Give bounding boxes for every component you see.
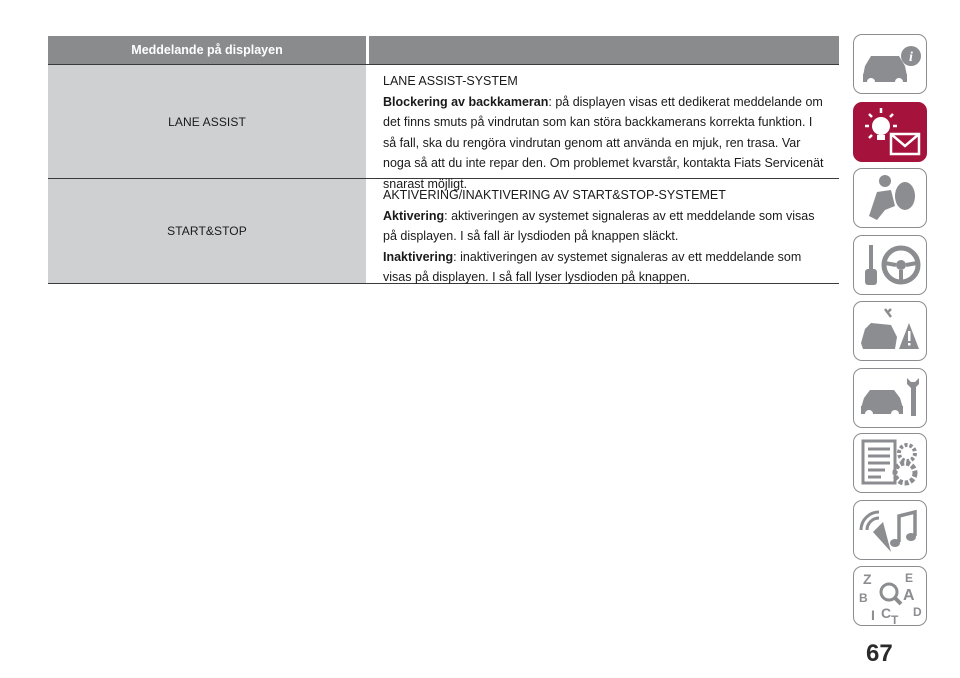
table-header [48, 36, 839, 64]
message-label: LANE ASSIST [48, 65, 366, 178]
tab-safety[interactable] [853, 168, 927, 228]
index-letter: D [913, 605, 922, 619]
tab-index[interactable] [853, 566, 927, 626]
alphabetical-index-icon [855, 568, 925, 624]
header-description-column [369, 36, 839, 64]
table-row [48, 178, 839, 284]
checklist-gears-icon [855, 435, 925, 491]
warning-light-message-icon [855, 104, 925, 160]
tab-multimedia[interactable] [853, 500, 927, 560]
section-title: AKTIVERING/INAKTIVERING AV START&STOP-SYSTEMET [383, 188, 726, 202]
bold-term: Inaktivering [383, 249, 454, 264]
index-letter: E [905, 571, 914, 585]
tab-warning-lights[interactable] [853, 102, 927, 162]
index-letter: Z [863, 571, 872, 587]
description-text: : på displayen visas ett dedikerat meddelande om det finns smuts på vindrutan som kan störa backkamerans korrekta funktion. I så fall, ska du rengöra vindrutan genom att använda en mjuk, ren trasa. Var noga så att du inte repar den. Om problemet kvarstår, kontakta Fiats Servicenät snarast möjligt. [383, 94, 824, 191]
key-steering-wheel-icon [855, 237, 925, 293]
message-label: START&STOP [48, 179, 366, 283]
index-letter: C [881, 605, 892, 621]
section-title: LANE ASSIST-SYSTEM [383, 74, 518, 88]
index-letter: I [871, 607, 875, 623]
tab-starting-driving[interactable] [853, 235, 927, 295]
seat-airbag-icon [855, 170, 925, 226]
car-info-icon [855, 36, 925, 92]
message-table [48, 36, 839, 284]
index-letter: T [891, 613, 899, 624]
car-wrench-icon [855, 370, 925, 426]
page-number: 67 [866, 640, 893, 667]
radio-music-icon [855, 502, 925, 558]
tab-car-info[interactable] [853, 34, 927, 94]
bold-term: Aktivering [383, 208, 445, 223]
index-letter: A [903, 587, 915, 604]
message-description [369, 65, 839, 191]
description-text: : aktiveringen av systemet signaleras av ett meddelande som visas på displayen. I så fall är lysdioden på knappen släckt. [383, 208, 815, 243]
tab-technical-data[interactable] [853, 433, 927, 493]
index-letter: B [859, 591, 868, 605]
svg-text:i: i [909, 50, 913, 65]
tab-emergency[interactable] [853, 301, 927, 361]
tab-maintenance[interactable] [853, 368, 927, 428]
table-row [48, 64, 839, 191]
description-text: : inaktiveringen av systemet signaleras av ett meddelande som visas på displayen. I så fall lyser lysdioden på knappen. [383, 249, 802, 284]
header-message-column: Meddelande på displayen [48, 36, 366, 64]
car-crash-warning-icon [855, 303, 925, 359]
message-description [369, 179, 839, 283]
bold-term: Blockering av backkameran [383, 94, 549, 109]
